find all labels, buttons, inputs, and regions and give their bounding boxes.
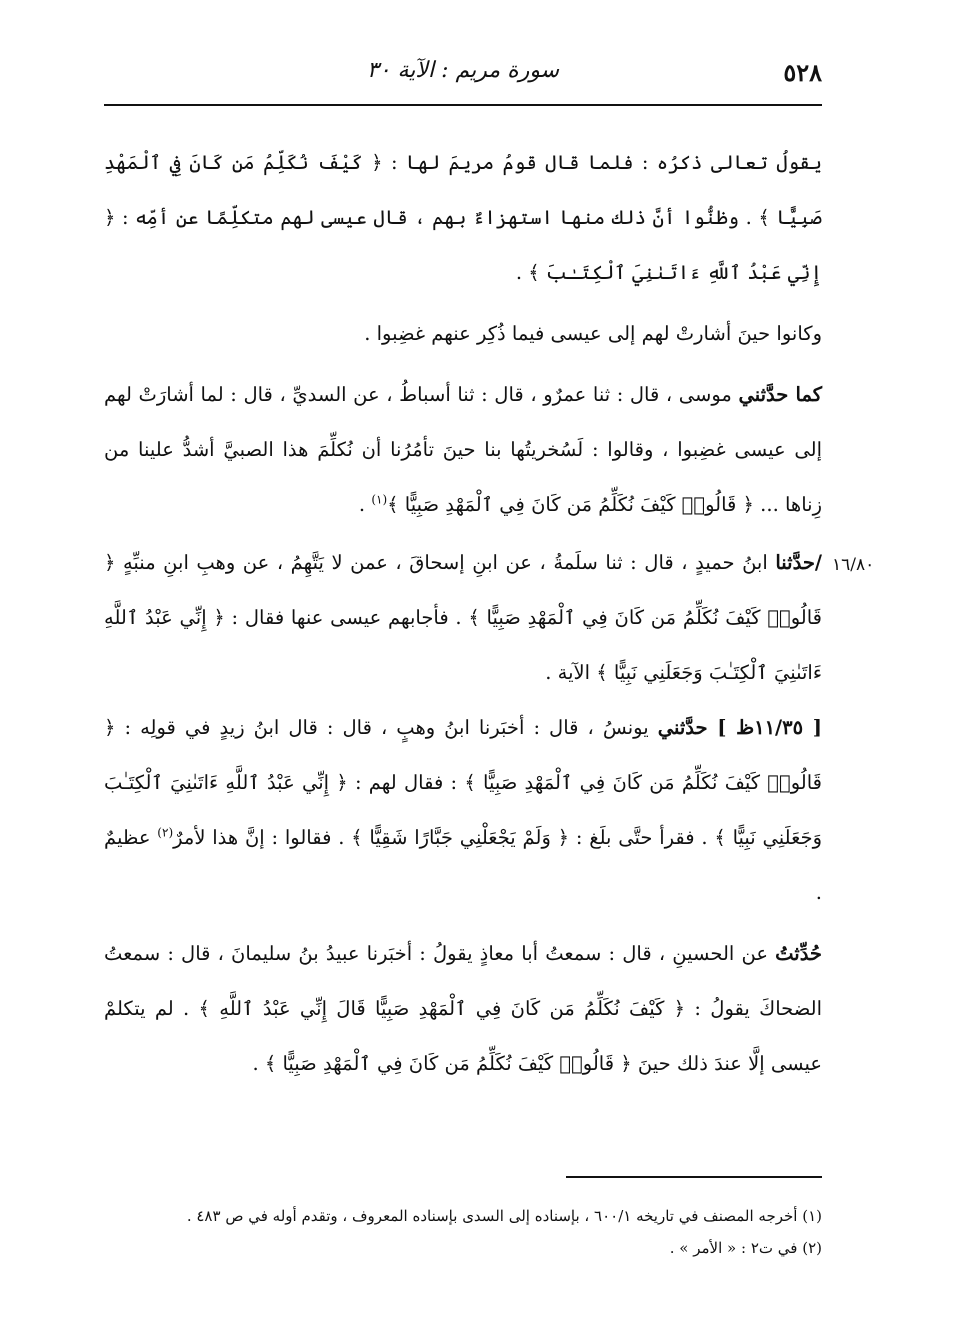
page-header: [104, 52, 822, 92]
paragraph-tail: عظيمٌ .: [104, 826, 822, 904]
paragraph-text: موسى ، قال : ثنا عمرٌو ، قال : ثنا أسباطُ ، عن السديِّ ، قال : لما أشارَتْ لهم إلى عيسى غضِبوا ، وقالوا : لَسُخريتُها بنا حينَ تأمُرُنا أن نُكلِّمَ هذا الصبيَّ أشدُّ علينا من زِناها ... ﴿ قَالُوا۟ كَيْفَ نُكَلِّمُ مَن كَانَ فِي ٱلْمَهْدِ صَبِيًّا ﴾: [104, 383, 822, 516]
page-number: ٥٢٨: [783, 58, 822, 87]
header-rule: [104, 104, 822, 106]
paragraph-lead: /حدَّثنا: [775, 551, 822, 574]
paragraph-lead: كما حدَّثني: [738, 383, 822, 406]
paragraph-3: [104, 367, 822, 532]
margin-reference: ١٦/٨٠: [832, 555, 875, 575]
paragraph-text: يونسُ ، قال : أخبَرنا ابنُ وهبٍ ، قال : قال ابنُ زيدٍ في قولِه : ﴿ قَالُوا۟ كَيْفَ نُكَلِّمُ مَن كَانَ فِي ٱلْمَهْدِ صَبِيًّا ﴾ : فقال لهم : ﴿ إِنِّي عَبْدُ ٱللَّهِ ءَاتَىٰنِيَ ٱلْكِتَـٰبَ وَجَعَلَنِي نَبِيًّا ﴾ . فقرأ حتَّى بلَغ : ﴿ وَلَمْ يَجْعَلْنِي جَبَّارًا شَقِيًّا ﴾ . فقالوا : إنَّ هذا لأمرٌ: [104, 716, 822, 849]
running-header-title: سورة مريم : الآية ٣٠: [366, 58, 560, 83]
paragraph-lead: [ ١١/٣٥ظ ] حدَّثني: [657, 716, 823, 739]
paragraph-text: وكانوا حينَ أشارتْ لهم إلى عيسى فيما ذُكِر عنهم غضِبوا .: [364, 322, 822, 345]
paragraph-1: [104, 135, 822, 300]
paragraph-text: ابنُ حميدٍ ، قال : ثنا سلَمةُ ، عن ابنِ إسحاقَ ، عمن لا يَتَّهِمُ ، عن وهبِ ابنِ منبِّهٍ ﴿ قَالُوا۟ كَيْفَ نُكَلِّمُ مَن كَانَ فِي ٱلْمَهْدِ صَبِيًّا ﴾ . فأجابهم عيسى عنها فقال : ﴿ إِنِّي عَبْدُ ٱللَّهِ ءَاتَىٰنِيَ ٱلْكِتَـٰبَ وَجَعَلَنِي نَبِيًّا ﴾ الآية .: [104, 551, 823, 684]
paragraph-lead: حُدِّثتُ: [775, 942, 822, 965]
paragraph-tail: .: [358, 493, 372, 516]
paragraph-text: يقولُ تعالى ذكرُه : فلما قال قومُ مريمَ لها : ﴿ كَيْفَ نُكَلِّمُ مَن كَانَ فِي ٱلْمَهْدِ صَبِيًّا ﴾ . وظنُّوا أنَّ ذلك منها استهزاءٌ بهم ، قال عيسى لهم متكلِّمًا عن أمِّه : ﴿ إِنِّي عَبْدُ ٱللَّهِ ءَاتَىٰنِيَ ٱلْكِتَـٰبَ ﴾ .: [104, 151, 822, 284]
paragraph-5: [104, 700, 822, 920]
paragraph-2: [104, 306, 822, 361]
paragraph-4: [104, 535, 822, 700]
footnote-2: (٢) في ت٢ : « الأمر » .: [669, 1239, 822, 1257]
paragraph-6: [104, 926, 822, 1091]
footnote-1: (١) أخرجه المصنف في تاريخه ٦٠٠/١ ، بإسناده إلى السدى بإسناده المعروف ، وتقدم أوله في ص ٤٨٣ .: [186, 1207, 822, 1225]
footnote-rule: [566, 1176, 822, 1178]
main-text: [104, 135, 822, 1091]
footnote-marker-1[interactable]: (١): [371, 492, 388, 507]
footnote-marker-2[interactable]: (٢): [157, 825, 174, 840]
footnotes: [104, 1200, 822, 1264]
paragraph-text: عن الحسينِ ، قال : سمعتُ أبا معاذٍ يقولُ : أخبَرنا عبيدُ بنُ سليمانَ ، قال : سمعتُ الضحاكَ يقولُ : ﴿ كَيْفَ نُكَلِّمُ مَن كَانَ فِي ٱلْمَهْدِ صَبِيًّا قَالَ إِنِّي عَبْدُ ٱللَّهِ ﴾ . لم يتكلمْ عيسى إلَّا عندَ ذلك حينَ ﴿ قَالُوا۟ كَيْفَ نُكَلِّمُ مَن كَانَ فِي ٱلْمَهْدِ صَبِيًّا ﴾ .: [104, 942, 822, 1075]
